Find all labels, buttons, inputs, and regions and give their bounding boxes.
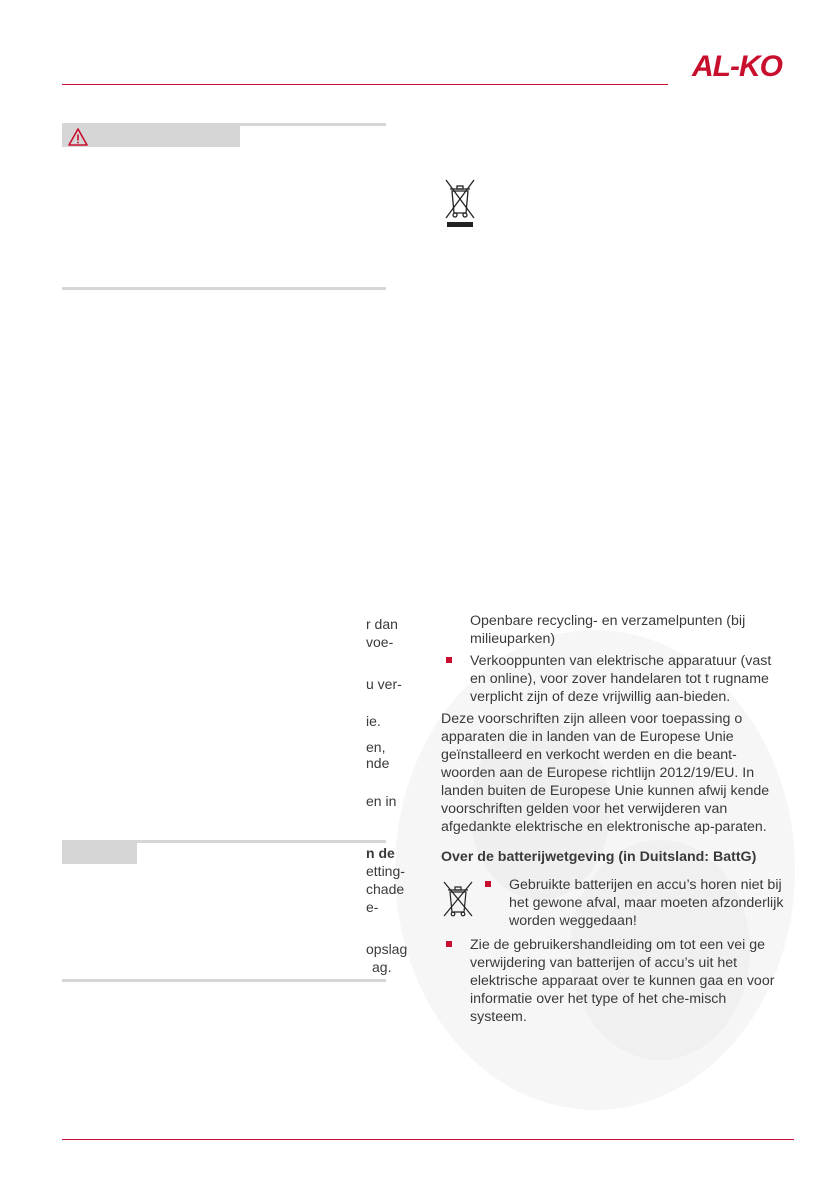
notice-tab [62, 842, 137, 864]
left-fragment: e- [366, 899, 379, 915]
warning-triangle-icon [67, 127, 89, 147]
left-fragment: chade [366, 881, 405, 897]
left-fragment: ag. [372, 959, 392, 975]
crossed-bin-small-icon [441, 880, 475, 920]
left-fragment-bold: n de [366, 845, 395, 861]
footer-rule [62, 1139, 794, 1140]
paragraph-eu-scope: Deze voorschriften zijn alleen voor toepassing o apparaten die in landen van de Europese Unie geïnstalleerd en verkocht werden en die beant-woorden aan de Europese richtlijn 2012/19/EU. In landen buiten de Europese Unie kunnen afwij kende voorschriften gelden voor het verwijderen van afgedankte elektrische en elektronische ap-paraten. [441, 711, 770, 835]
svg-text:AL-KO: AL-KO [692, 50, 782, 82]
battery-law-heading: Over de batterijwetgeving (in Duitsland: BattG) [441, 849, 757, 865]
list-item: Zie de gebruikershandleiding om tot een vei ge verwijdering van batterijen of accu’s uit het elektrische apparaat over te kunnen gaa en voor informatie over het type of het che-misch systeem. [441, 936, 786, 1026]
left-fragment: en, [366, 739, 386, 755]
warning-tab [62, 125, 240, 147]
left-fragment: en in [366, 793, 397, 809]
bullet-square-icon [446, 941, 452, 947]
header-rule [62, 84, 668, 85]
left-fragment: r dan [366, 616, 398, 632]
list-item: Verkooppunten van elektrische apparatuur (vast en online), voor zover handelaren tot t rugname verplicht zijn of deze vrijwillig aan-bieden. [441, 652, 786, 706]
left-fragment: ie. [366, 713, 381, 729]
left-fragment: opslag [366, 941, 408, 957]
left-fragment: voe- [366, 634, 394, 650]
warning-panel-bottom-rule [62, 287, 386, 290]
left-fragment: etting- [366, 863, 405, 879]
notice-panel-bottom-rule [62, 979, 386, 982]
list-item: Gebruikte batterijen en accu’s horen niet bij het gewone afval, maar moeten afzonderlijk worden weggedaan! [480, 876, 786, 930]
left-fragment: nde [366, 755, 390, 771]
alko-logo [678, 50, 796, 82]
bullet-square-icon [485, 881, 491, 887]
battery-bin-row [441, 876, 786, 932]
disposal-section [441, 612, 786, 1030]
bullet-square-icon [446, 657, 452, 663]
crossed-bin-icon [442, 178, 478, 228]
bullet-continuation: Openbare recycling- en verzamelpunten (bij milieuparken) [470, 613, 746, 647]
left-fragment: u ver- [366, 676, 402, 692]
